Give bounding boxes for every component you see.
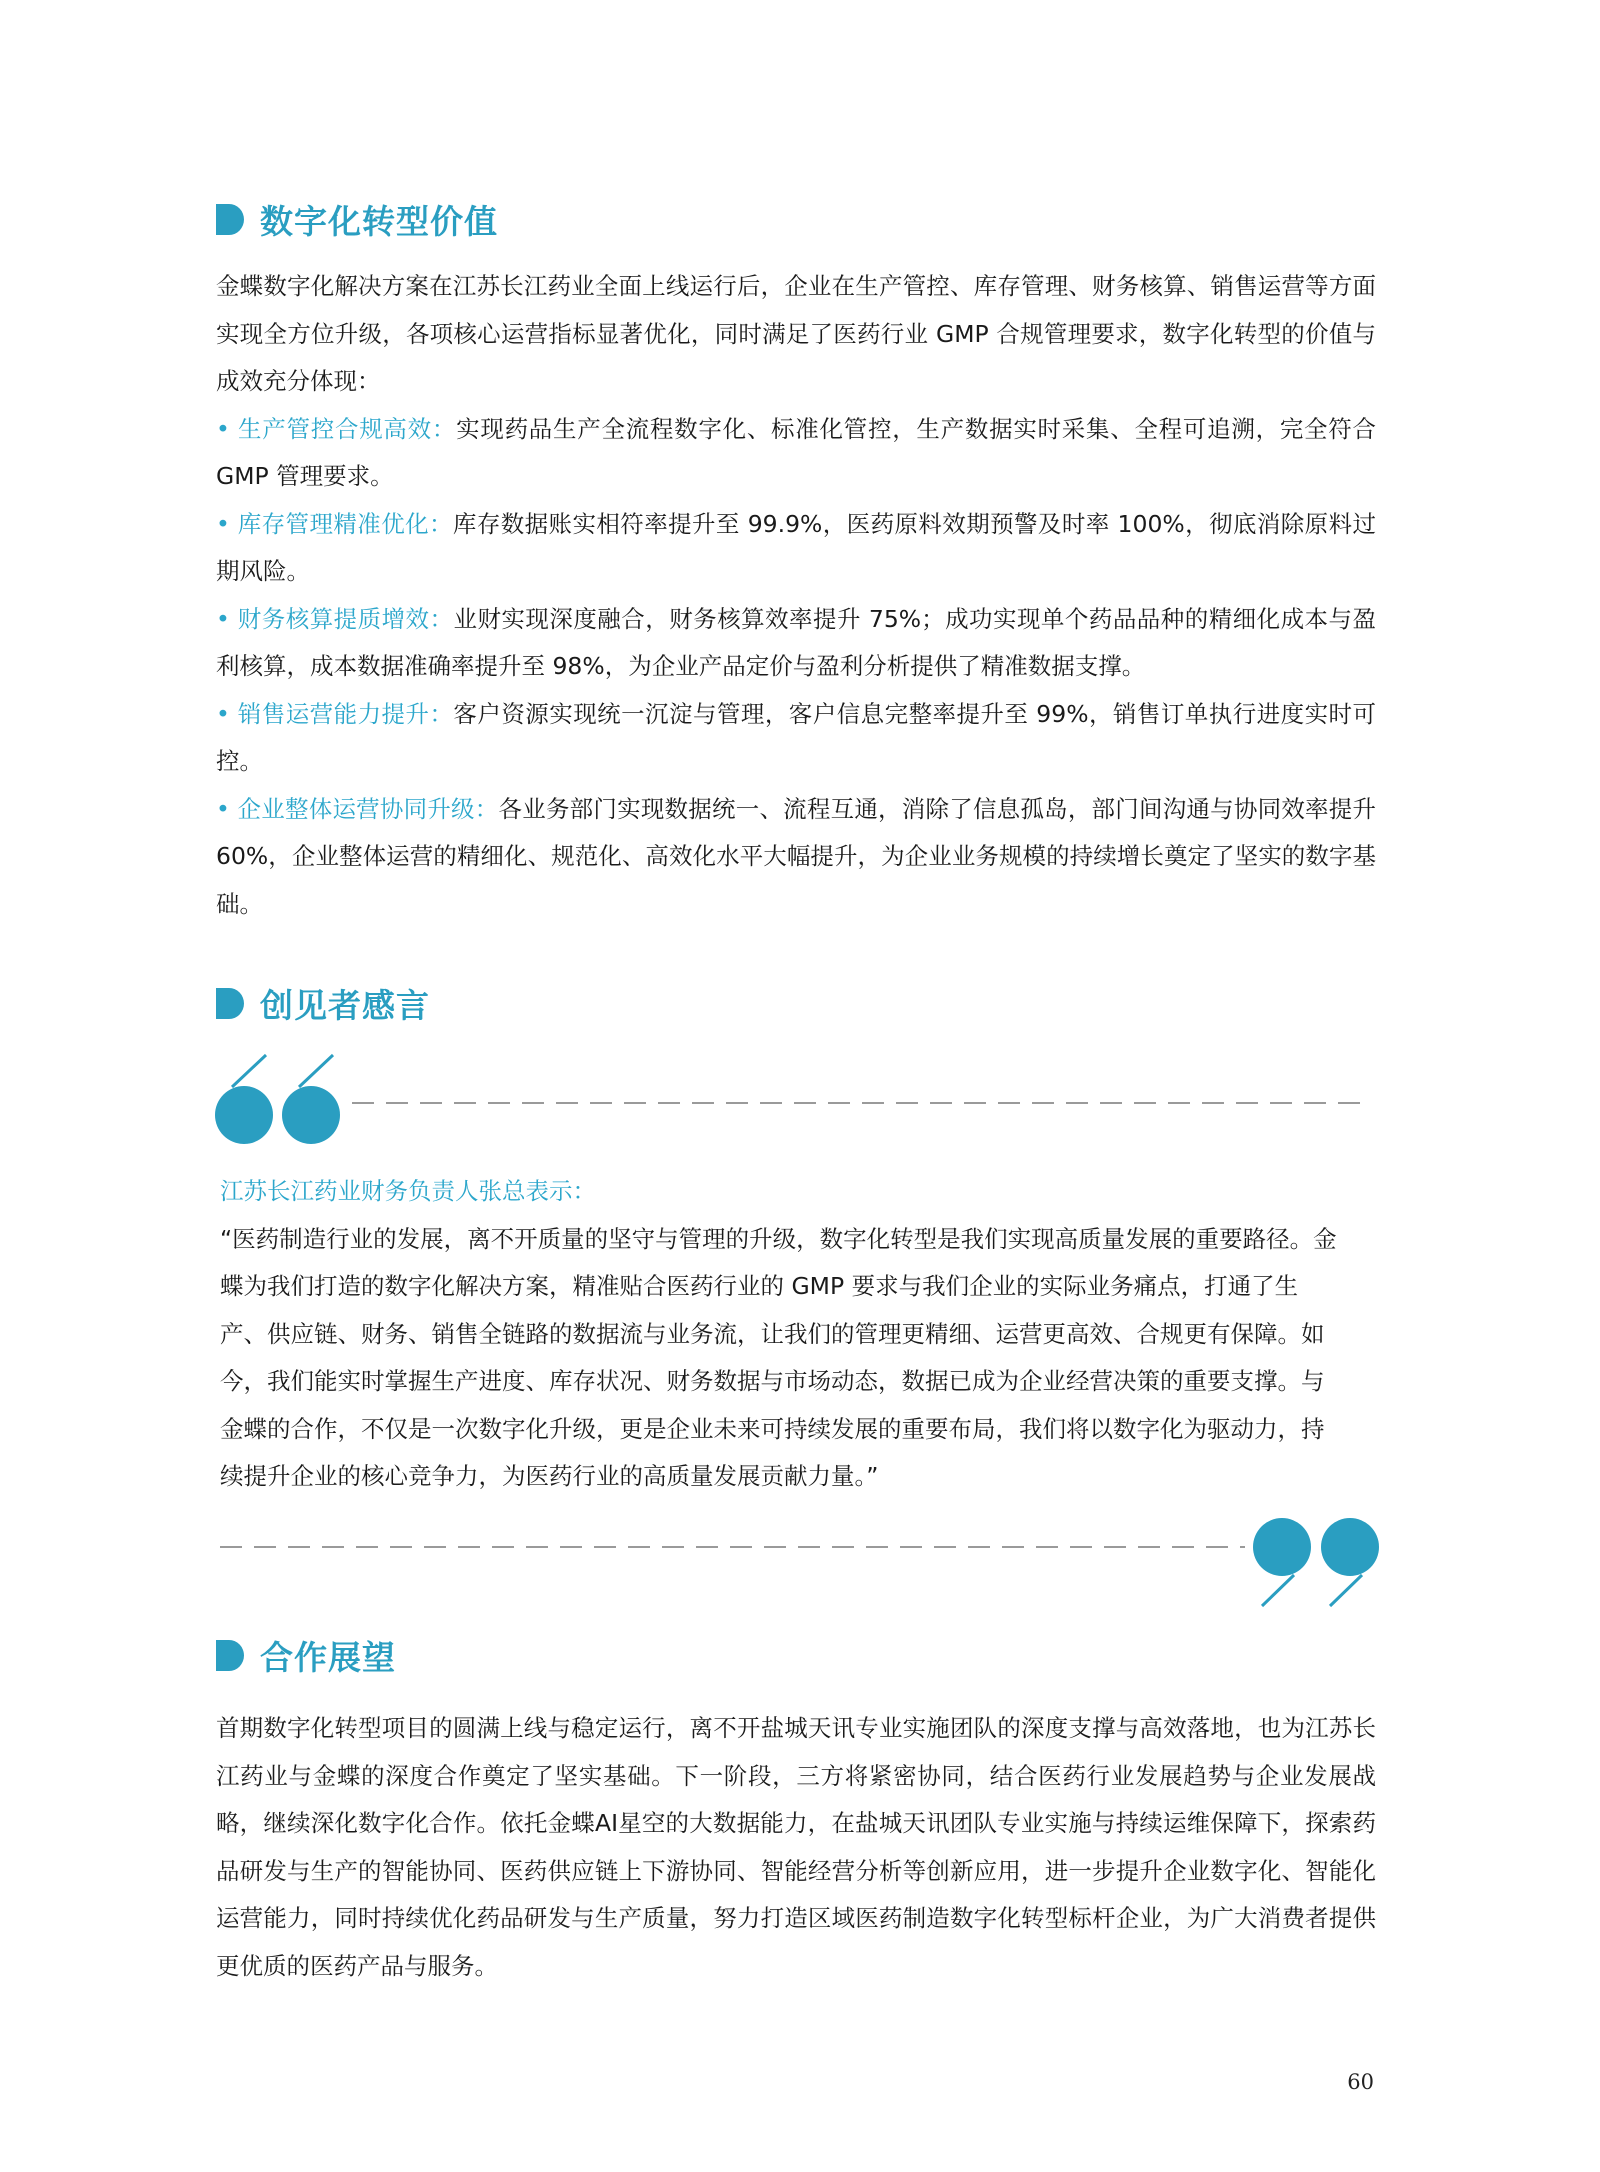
bullet-item [216, 691, 1376, 786]
section-heading-outlook [216, 1632, 396, 1679]
section-heading-testimonial [216, 980, 430, 1027]
value-intro: 金蝶数字化解决方案在江苏长江药业全面上线运行后，企业在生产管控、库存管理、财务核算、销售运营等方面实现全方位升级，各项核心运营指标显著优化，同时满足了医药行业 GMP 合规管理要求，数字化转型的价值与成效充分体现： [216, 272, 1376, 395]
open-quote-icon [214, 1052, 348, 1144]
section-marker-icon [216, 204, 246, 235]
testimonial-attribution: 江苏长江药业财务负责人张总表示： [220, 1177, 596, 1205]
bullet-label: • 库存管理精准优化： [216, 509, 453, 538]
close-quote-icon [1248, 1518, 1382, 1610]
bullet-item [216, 406, 1376, 501]
bullet-text: 库存数据账实相符率提升至 99.9%，医药原料效期预警及时率 100%，彻底消除原料过期风险。 [216, 509, 1376, 585]
section-title: 数字化转型价值 [260, 202, 498, 241]
quote-divider-bottom [220, 1545, 1245, 1549]
section-heading-value [216, 196, 498, 243]
quote-divider-top [352, 1101, 1372, 1105]
bullet-label: • 财务核算提质增效： [216, 604, 454, 633]
page-number: 60 [1347, 2070, 1374, 2094]
bullet-label: • 生产管控合规高效： [216, 414, 457, 443]
testimonial-quote: “医药制造行业的发展，离不开质量的坚守与管理的升级，数字化转型是我们实现高质量发展的重要路径。金蝶为我们打造的数字化解决方案，精准贴合医药行业的 GMP 要求与我们企业的实际业务痛点，打通了生产、供应链、财务、销售全链路的数据流与业务流，让我们的管理更精细、运营更高效、合规更有保障。如今，我们能实时掌握生产进度、库存状况、财务数据与市场动态，数据已成为企业经营决策的重要支撑。与金蝶的合作，不仅是一次数字化升级，更是企业未来可持续发展的重要布局，我们将以数字化为驱动力，持续提升企业的核心竞争力，为医药行业的高质量发展贡献力量。” [220, 1224, 1337, 1490]
section-marker-icon [216, 988, 246, 1019]
bullet-item [216, 501, 1376, 596]
section-title: 创见者感言 [260, 986, 430, 1025]
value-body [216, 263, 1376, 928]
bullet-text: 客户资源实现统一沉淀与管理，客户信息完整率提升至 99%，销售订单执行进度实时可控。 [216, 699, 1376, 775]
bullet-label: • 企业整体运营协同升级： [216, 794, 499, 823]
testimonial-block [220, 1168, 1340, 1501]
bullet-text: 各业务部门实现数据统一、流程互通，消除了信息孤岛，部门间沟通与协同效率提升60%，企业整体运营的精细化、规范化、高效化水平大幅提升，为企业业务规模的持续增长奠定了坚实的数字基础。 [216, 794, 1376, 918]
bullet-item [216, 596, 1376, 691]
section-title: 合作展望 [260, 1638, 396, 1677]
bullet-label: • 销售运营能力提升： [216, 699, 454, 728]
outlook-body [216, 1705, 1376, 1990]
section-marker-icon [216, 1640, 246, 1671]
bullet-item [216, 786, 1376, 929]
bullet-text: 业财实现深度融合，财务核算效率提升 75%；成功实现单个药品品种的精细化成本与盈利核算，成本数据准确率提升至 98%，为企业产品定价与盈利分析提供了精准数据支撑。 [216, 604, 1376, 680]
bullet-text: 实现药品生产全流程数字化、标准化管控，生产数据实时采集、全程可追溯，完全符合 GMP 管理要求。 [216, 414, 1376, 490]
outlook-text: 首期数字化转型项目的圆满上线与稳定运行，离不开盐城天讯专业实施团队的深度支撑与高效落地，也为江苏长江药业与金蝶的深度合作奠定了坚实基础。下一阶段，三方将紧密协同，结合医药行业发展趋势与企业发展战略，继续深化数字化合作。依托金蝶AI星空的大数据能力，在盐城天讯团队专业实施与持续运维保障下，探索药品研发与生产的智能协同、医药供应链上下游协同、智能经营分析等创新应用，进一步提升企业数字化、智能化运营能力，同时持续优化药品研发与生产质量，努力打造区域医药制造数字化转型标杆企业，为广大消费者提供更优质的医药产品与服务。 [216, 1714, 1376, 1980]
